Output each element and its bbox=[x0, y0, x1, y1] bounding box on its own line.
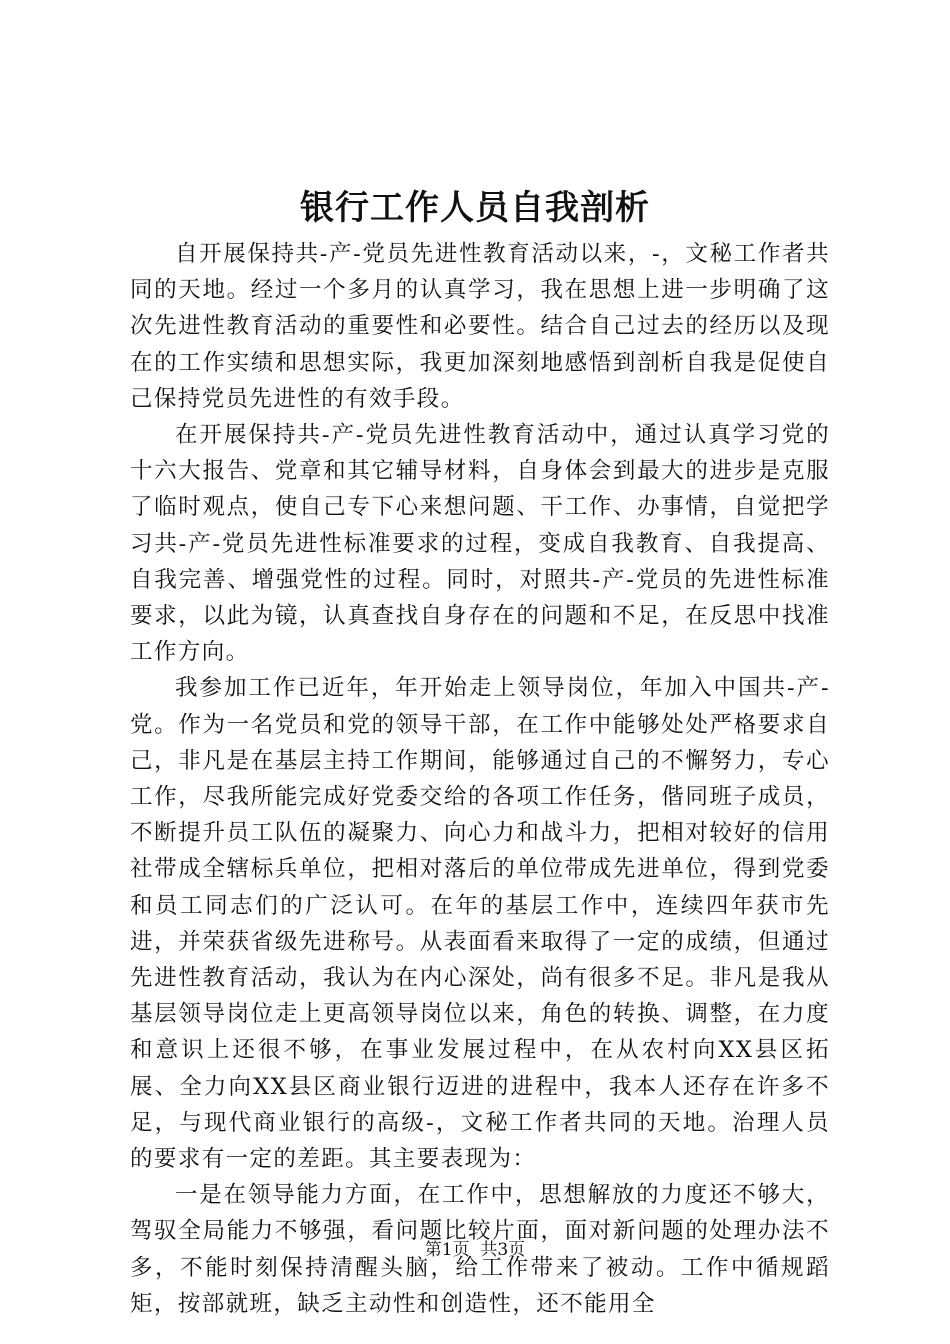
paragraph-3: 我参加工作已近年，年开始走上领导岗位，年加入中国共-产-党。作为一名党员和党的领导干部，在工作中能够处处严格要求自己，非凡是在基层主持工作期间，能够通过自己的不懈努力，专心工作，尽我所能完成好党委交给的各项工作任务，偕同班子成员，不断提升员工队伍的凝聚力、向心力和战斗力，把相对较好的信用社带成全辖标兵单位，把相对落后的单位带成先进单位，得到党委和员工同志们的广泛认可。在年的基层工作中，连续四年获市先进，并荣获省级先进称号。从表面看来取得了一定的成绩，但通过先进性教育活动，我认为在内心深处，尚有很多不足。非凡是我从基层领导岗位走上更高领导岗位以来，角色的转换、调整，在力度和意识上还很不够，在事业发展过程中，在从农村向XX县区拓展、全力向XX县区商业银行迈进的进程中，我本人还存在许多不足，与现代商业银行的高级-，文秘工作者共同的天地。治理人员的要求有一定的差距。其主要表现为： bbox=[130, 675, 830, 1173]
footer-gap bbox=[470, 1240, 481, 1260]
page-number: 第1页 bbox=[424, 1240, 470, 1260]
page-footer bbox=[0, 1238, 950, 1262]
paragraph-1: 自开展保持共-产-党员先进性教育活动以来，-，文秘工作者共同的天地。经过一个多月的认真学习，我在思想上进一步明确了这次先进性教育活动的重要性和必要性。结合自己过去的经历以及现在的工作实绩和思想实际，我更加深刻地感悟到剖析自我是促使自己保持党员先进性的有效手段。 bbox=[130, 241, 830, 412]
document-title: 银行工作人员自我剖析 bbox=[300, 188, 650, 228]
document-body bbox=[130, 236, 830, 1322]
paragraph-2: 在开展保持共-产-党员先进性教育活动中，通过认真学习党的十六大报告、党章和其它辅导材料，自身体会到最大的进步是克服了临时观点，使自己专下心来想问题、干工作、办事情，自觉把学习共-产-党员先进性标准要求的过程，变成自我教育、自我提高、自我完善、增强党性的过程。同时，对照共-产-党员的先进性标准要求，以此为镜，认真查找自身存在的问题和不足，在反思中找准工作方向。 bbox=[130, 422, 830, 666]
page-total: 共3页 bbox=[480, 1240, 526, 1260]
paragraph-4: 一是在领导能力方面，在工作中，思想解放的力度还不够大，驾驭全局能力不够强，看问题比较片面，面对新问题的处理办法不多，不能时刻保持清醒头脑，给工作带来了被动。工作中循规蹈矩，按部就班，缺乏主动性和创造性，还不能用全 bbox=[130, 1182, 830, 1317]
